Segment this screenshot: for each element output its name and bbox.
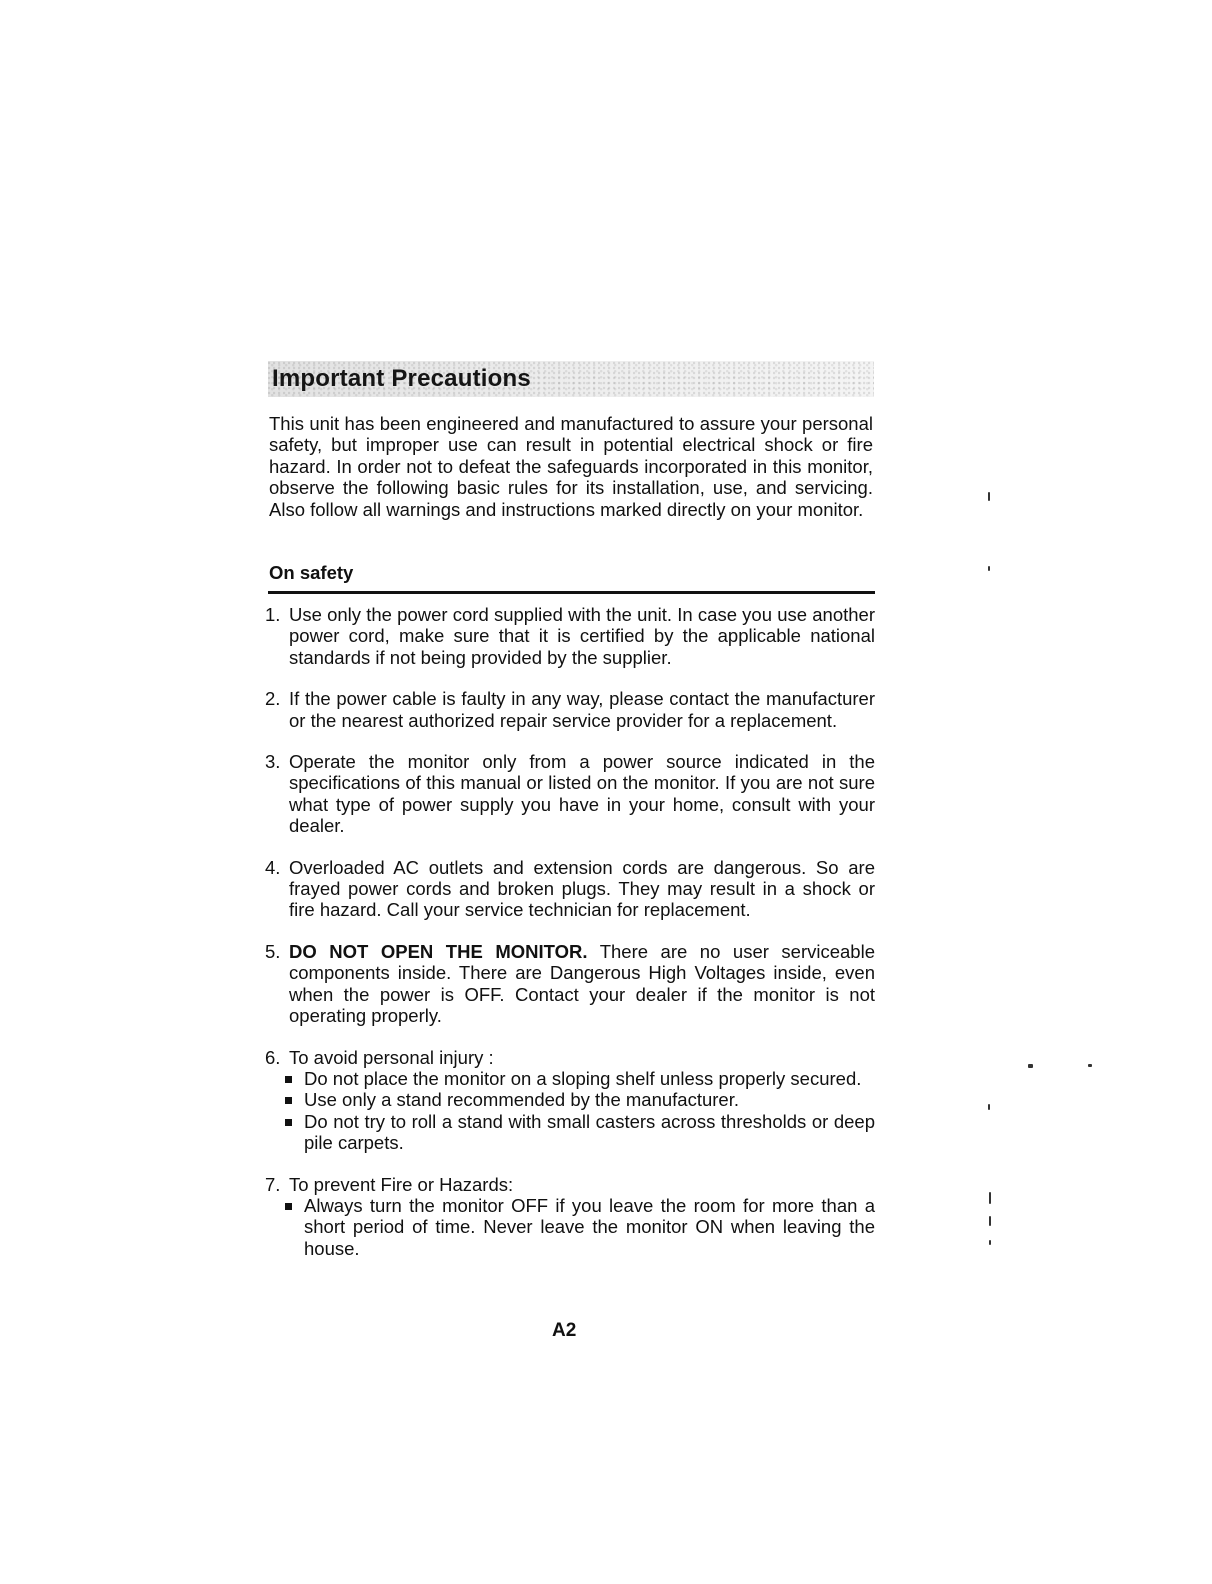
list-item <box>265 857 875 921</box>
item-text: Operate the monitor only from a power source indicated in the specifications of this manual or listed on the monitor. If you are not sure what type of power supply you have in your home, consult with your dealer. <box>289 751 875 837</box>
item-text: To prevent Fire or Hazards: <box>289 1173 514 1195</box>
scan-speck <box>1028 1064 1033 1068</box>
scan-speck <box>988 1104 990 1110</box>
bullet-text: Always turn the monitor OFF if you leave the room for more than a short period of time. Never leave the monitor ON when leaving the house. <box>304 1194 875 1259</box>
item-text: Use only the power cord supplied with the unit. In case you use another power cord, make sure that it is certified by the applicable national standards if not being provided by the supplier. <box>289 604 875 668</box>
item-number: 6. <box>265 1046 281 1068</box>
square-bullet-icon <box>285 1119 292 1126</box>
precautions-list <box>265 604 875 1279</box>
warning-emphasis: DO NOT OPEN THE MONITOR. <box>289 940 588 962</box>
bullet-item <box>289 1111 875 1154</box>
scan-speck <box>988 566 990 571</box>
list-item <box>265 688 875 731</box>
bullet-list <box>289 1068 875 1154</box>
bullet-list <box>289 1195 875 1259</box>
item-text: If the power cable is faulty in any way, please contact the manufacturer or the nearest authorized repair service provider for a replacement. <box>289 688 875 731</box>
bullet-item <box>289 1195 875 1259</box>
item-text: To avoid personal injury : <box>289 1046 494 1068</box>
bullet-text: Do not try to roll a stand with small casters across thresholds or deep pile carpets. <box>304 1110 875 1154</box>
item-number: 5. <box>265 940 281 962</box>
scan-speck <box>1088 1064 1092 1067</box>
item-number: 2. <box>265 688 281 710</box>
bullet-item <box>289 1068 875 1089</box>
page-number: A2 <box>552 1320 577 1341</box>
scan-speck <box>988 492 990 501</box>
bullet-item <box>289 1089 875 1110</box>
scan-speck <box>989 1240 991 1245</box>
list-item <box>265 1174 875 1260</box>
square-bullet-icon <box>285 1203 292 1210</box>
heading-rule <box>268 591 875 594</box>
subheading-on-safety: On safety <box>269 562 354 583</box>
item-text <box>289 941 875 1027</box>
section-title-band <box>268 361 874 397</box>
bullet-text: Do not place the monitor on a sloping shelf unless properly secured. <box>304 1067 862 1089</box>
item-number: 7. <box>265 1173 281 1195</box>
bullet-text: Use only a stand recommended by the manufacturer. <box>304 1089 739 1111</box>
list-item <box>265 751 875 837</box>
list-item <box>265 604 875 668</box>
scan-speck <box>989 1216 991 1226</box>
item-text-rest: There are no user serviceable components inside. There are Dangerous High Voltages inside, even when the power is OFF. Contact your dealer if the monitor is not operating properly. <box>289 940 875 1027</box>
item-number: 3. <box>265 751 281 773</box>
square-bullet-icon <box>285 1076 292 1083</box>
section-title: Important Precautions <box>272 365 531 392</box>
list-item <box>265 1047 875 1154</box>
scan-speck <box>989 1192 991 1204</box>
intro-paragraph: This unit has been engineered and manufactured to assure your personal safety, but improper use can result in potential electrical shock or fire hazard. In order not to defeat the safeguards incorporated in this monitor, observe the following basic rules for its installation, use, and servicing. Also follow all warnings and instructions marked directly on your monitor. <box>269 413 873 520</box>
square-bullet-icon <box>285 1097 292 1104</box>
item-number: 4. <box>265 856 281 878</box>
item-number: 1. <box>265 604 281 625</box>
item-text: Overloaded AC outlets and extension cords are dangerous. So are frayed power cords and broken plugs. They may result in a shock or fire hazard. Call your service technician for replacement. <box>289 856 875 921</box>
list-item <box>265 941 875 1027</box>
